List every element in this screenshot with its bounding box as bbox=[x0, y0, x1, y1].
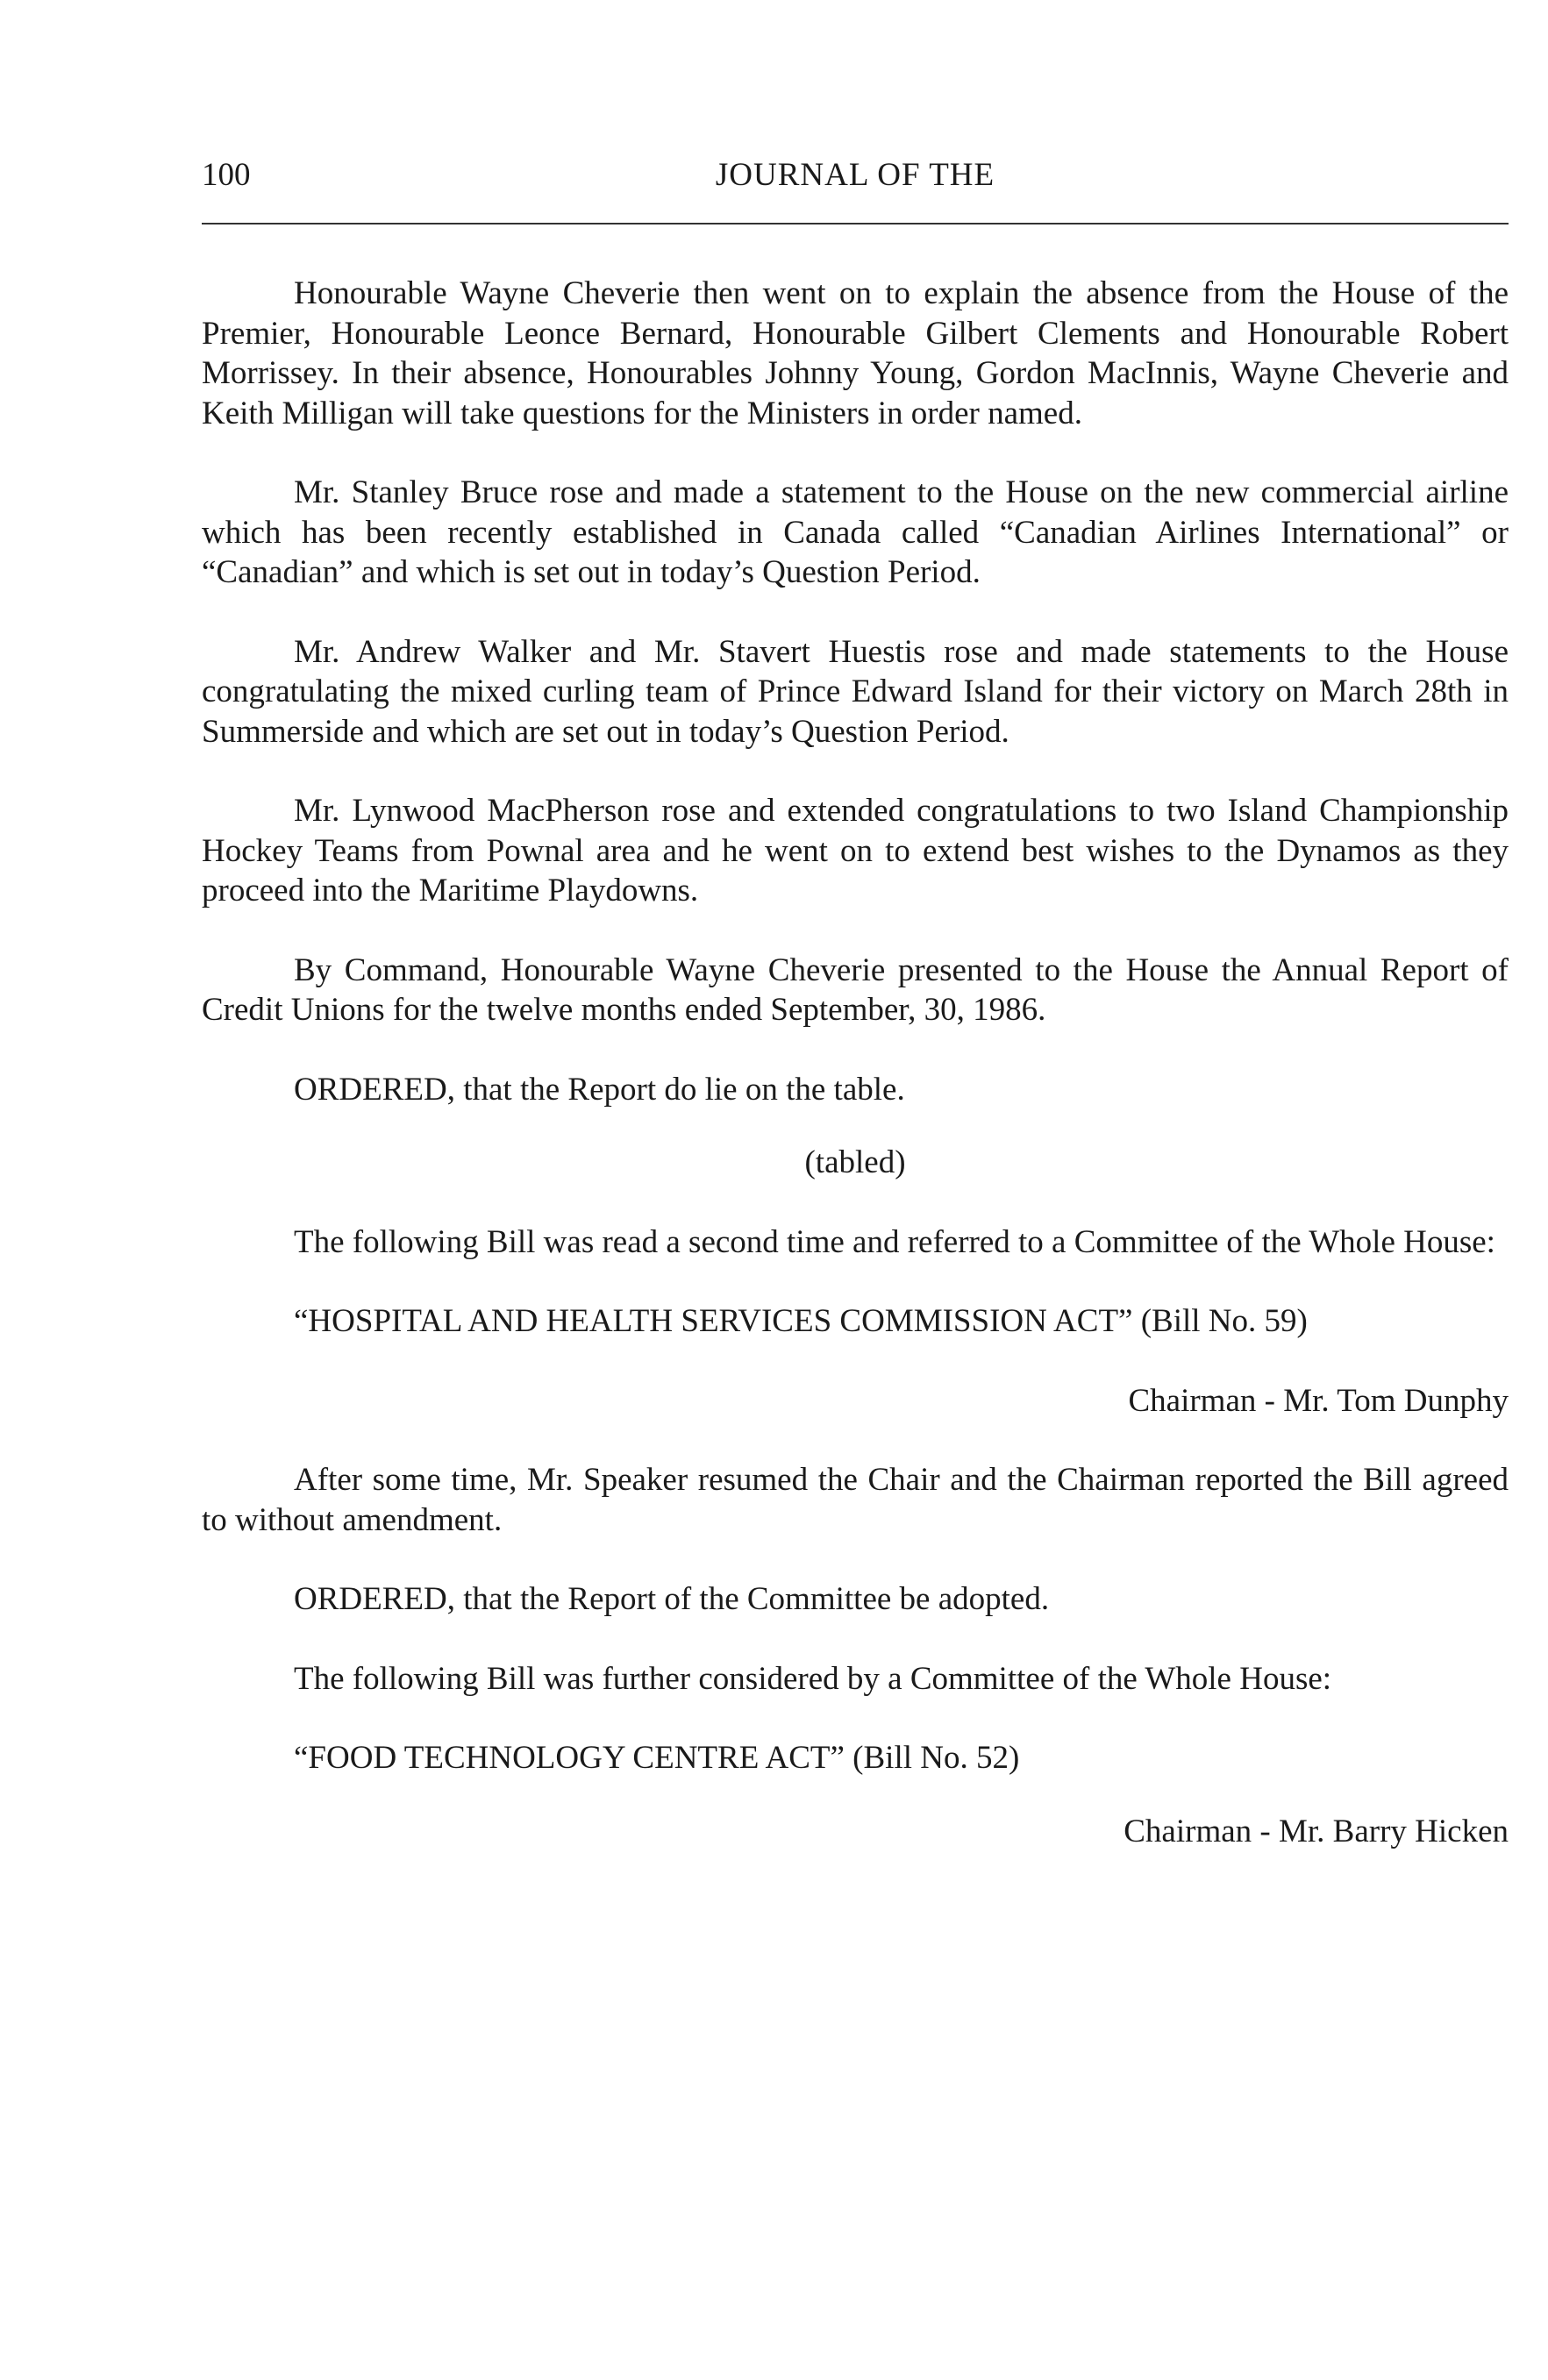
page-header bbox=[202, 156, 1509, 209]
chairman-tom-dunphy: Chairman - Mr. Tom Dunphy bbox=[1128, 1382, 1509, 1419]
order-report-lie-on-table: ORDERED, that the Report do lie on the table. bbox=[294, 1071, 905, 1108]
paragraph-hockey-congratulations: Mr. Lynwood MacPherson rose and extended congratulations to two Island Championship Hockey Teams from Pownal area and he went on to extend best wishes to the Dynamos as they proceed into the Maritime Playdowns. bbox=[202, 793, 1509, 909]
header-rule bbox=[202, 223, 1509, 224]
journal-body bbox=[202, 274, 1509, 1851]
paragraph-second-reading: The following Bill was read a second time and referred to a Committee of the Whole House: bbox=[294, 1223, 1495, 1260]
paragraph-credit-union-report: By Command, Honourable Wayne Cheverie presented to the House the Annual Report of Credit Unions for the twelve months ended September, 30, 1986. bbox=[202, 951, 1509, 1028]
paragraph-minister-absence: Honourable Wayne Cheverie then went on to explain the absence from the House of the Premier, Honourable Leonce Bernard, Honourable Gilbert Clements and Honourable Robert Morrissey. In their absence, Honourables Johnny Young, Gordon MacInnis, Wayne Cheverie and Keith Milligan will take questions for the Ministers in order named. bbox=[202, 275, 1509, 431]
tabled-note: (tabled) bbox=[804, 1144, 906, 1180]
paragraph-further-considered: The following Bill was further considered by a Committee of the Whole House: bbox=[294, 1660, 1332, 1697]
bill-title-hospital: “HOSPITAL AND HEALTH SERVICES COMMISSION ACT” (Bill No. 59) bbox=[294, 1303, 1308, 1339]
journal-page bbox=[202, 0, 1509, 2380]
paragraph-airline-statement: Mr. Stanley Bruce rose and made a statement to the House on the new commercial airline which has been recently established in Canada called “Canadian Airlines International” or “Canadian” and which is set out in today’s Question Period. bbox=[202, 474, 1509, 590]
paragraph-curling-statement: Mr. Andrew Walker and Mr. Stavert Huestis rose and made statements to the House congratulating the mixed curling team of Prince Edward Island for their victory on March 28th in Summerside and which are set out in today’s Question Period. bbox=[202, 633, 1509, 750]
page-number: 100 bbox=[202, 157, 251, 193]
order-committee-report-adopted: ORDERED, that the Report of the Committee be adopted. bbox=[294, 1581, 1050, 1617]
running-head: JOURNAL OF THE bbox=[715, 157, 995, 193]
chairman-barry-hicken: Chairman - Mr. Barry Hicken bbox=[1124, 1813, 1509, 1849]
paragraph-speaker-resumed: After some time, Mr. Speaker resumed the Chair and the Chairman reported the Bill agreed to without amendment. bbox=[202, 1462, 1509, 1538]
bill-title-food-technology: “FOOD TECHNOLOGY CENTRE ACT” (Bill No. 52) bbox=[294, 1740, 1020, 1776]
